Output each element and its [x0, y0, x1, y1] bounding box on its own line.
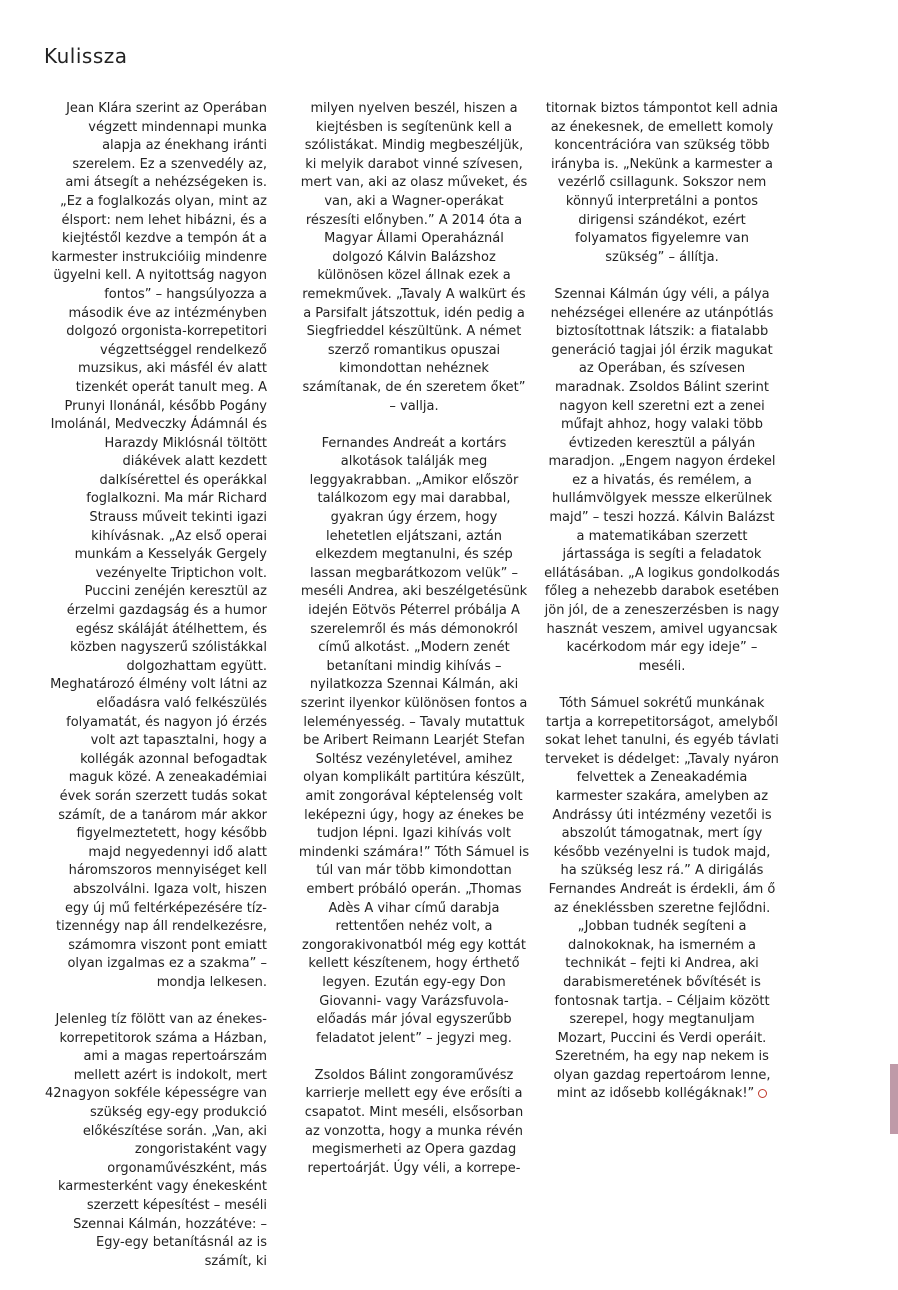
article-column-2: [298, 100, 530, 1197]
article-paragraph: Zsoldos Bálint zongoraművész karrierje mellett egy éve erősíti a csapatot. Mint meséli, elsősorban az vonzotta, hogy a munka révén megismerheti az Opera gazdag repertoárját. Úgy véli, a korrepe-: [304, 1067, 524, 1176]
article-paragraph: Szennai Kálmán úgy véli, a pálya nehézségei ellenére az utánpótlás biztosítottnak látszik: a fiatalabb generáció tagjai jól érzik magukat az Operában, és szívesen maradnak. Zsoldos Bálint szerint nagyon kell szeretni ezt a zenei műfajt ahhoz, hogy valaki több évtizeden keresztül a pályán maradjon. „Engem nagyon érdekel ez a hivatás, és remélem, a hullámvölgyek messze elkerülnek majd” – teszi hozzá. Kálvin Balázst a matematikában szerzett jártassága is segíti a feladatok ellátásában. „A logikus gondolkodás főleg a nehezebb darabok esetében jön jól, de a zeneszerzésben is nagy hasznát veszem, amivel ugyancsak kacérkodom már egy ideje” – meséli.: [544, 286, 780, 674]
article-paragraph-text: Tóth Sámuel sokrétű munkának tartja a korrepetitorságot, amelyből sokat lehet tanulni, és egyéb távlati terveket is dédelget: „Tavaly nyáron felvettek a Zeneakadémia karmester szakára, amelyben az Andrássy úti intézmény vezetői is abszolút támogatnak, mert így később vezényelni is tudok majd, ha szükség lesz rá.” A dirigálás Fernandes Andreát is érdekli, ám ő az énekléssben szeretne fejlődni. „Jobban tudnék segíteni a dalnokoknak, ha ismerném a technikát – fejti ki Andrea, aki darabismeretének bővítését is fontosnak tartja. – Céljaim között szerepel, hogy megtanuljam Mozart, Puccini és Verdi operáit. Szeretném, ha egy nap nekem is olyan gazdag repertoárom lenne, mint az idősebb kollégáknak!”: [545, 696, 779, 1102]
edge-color-bar: [890, 1064, 898, 1134]
article-paragraph: Jean Klára szerint az Operában végzett mindennapi munka alapja az énekhang iránti szerelem. Ez a szenvedély az, ami átsegít a nehézségeken is. „Ez a foglalkozás olyan, mint az élsport: nem lehet hibázni, és a kiejtéstől kezdve a tempón át a karmester instrukcióiig mindenre ügyelni kell. A nyitottság nagyon fontos” – hangsúlyozza a második éve az intézményben dolgozó orgonista-korrepetitori végzettséggel rendelkező muzsikus, aki másfél év alatt tizenkét operát tanult meg. A Prunyi Ilonánál, később Pogány Imolánál, Medveczky Ádámnál és Harazdy Miklósnál töltött diákévek alatt kezdett dalkísérettel és operákkal foglalkozni. Ma már Richard Strauss műveit tekinti igazi kihívásnak. „Az első operai munkám a Kesselyák Gergely vezényelte Triptichon volt. Puccini zenéjén keresztül az érzelmi gazdagság és a humor egész skáláját átélhettem, és közben nagyszerű szólistákkal dolgozhattam együtt. Meghatározó élmény volt látni az előadásra való felkészülés folyamatát, és nagyon jó érzés volt azt tapasztalni, hogy a kollégák azonnal befogadtak maguk közé. A zeneakadémiai évek során szerzett tudás sokat számít, de a tanárom már akkor figyelmeztetett, hogy később majd negyedennyi idő alatt háromszoros mennyiséget kell abszolválni. Igaza volt, hiszen egy új mű feltérképezésére tíz-tizennégy nap áll rendelkezésre, számomra viszont pont emiatt olyan izgalmas ez a szakma” – mondja lelkesen.: [50, 101, 267, 990]
article-paragraph: Fernandes Andreát a kortárs alkotások találják meg leggyakrabban. „Amikor először találkozom egy mai darabbal, gyakran úgy érzem, hogy lehetetlen eljátszani, aztán elkezdem megtanulni, és szép lassan megbarátkozom velük” – meséli Andrea, aki beszélgetésünk idején Eötvös Péterrel próbálja A szerelemről és más démonokról című alkotást. „Modern zenét betanítani mindig kihívás – nyilatkozza Szennai Kálmán, aki szerint ilyenkor különösen fontos a leleményesség. – Tavaly mutattuk be Aribert Reimann Learjét Stefan Soltész vezényletével, amihez olyan komplikált partitúra készült, amit zongorával képtelenség volt leképezni úgy, hogy az énekes be tudjon lépni. Igazi kihívás volt mindenki számára!” Tóth Sámuel is túl van már több kimondottan embert próbáló operán. „Thomas Adès A vihar című darabja rettentően nehéz volt, a zongorakivonatból még egy kottát kellett készítenem, hogy érthető legyen. Ezután egy-egy Don Giovanni- vagy Varázsfuvola-előadás már jóval egyszerűbb feladatot jelent” – jegyzi meg.: [298, 435, 530, 1046]
page-title: Kulissza: [44, 44, 128, 68]
article-paragraph: Jelenleg tíz fölött van az énekes-korrepetitorok száma a Házban, ami a magas repertoárszám mellett azért is indokolt, mert nagyon sokféle képességre van szükség egy-egy produkció előkészítése során. „Van, aki zongoristaként vagy orgonaművészként, más karmesterként vagy énekesként szerzett képesítést – meséli Szennai Kálmán, hozzátéve: – Egy-egy betanításnál az is számít, ki: [55, 1012, 267, 1269]
end-of-article-icon: [758, 1089, 767, 1098]
article-column-1: [47, 100, 267, 1290]
page-number: 42: [45, 1086, 62, 1101]
article-paragraph: titornak biztos támpontot kell adnia az énekesnek, de emellett komoly koncentrációra van szükség több irányba is. „Nekünk a karmester a vezérlő csillagunk. Sokszor nem könnyű interpretálni a pontos dirigensi szándékot, ezért folyamatos figyelemre van szükség” – állítja.: [545, 101, 779, 265]
article-paragraph-last: [544, 695, 780, 1104]
article-column-3: [544, 100, 780, 1123]
article-paragraph: milyen nyelven beszél, hiszen a kiejtésben is segítenünk kell a szólistákat. Mindig megbeszéljük, ki melyik darabot vinné szívesen, mert van, aki az olasz műveket, és van, aki a Wagner-operákat részesíti előnyben.” A 2014 óta a Magyar Állami Operaháznál dolgozó Kálvin Balázshoz különösen közel állnak ezek a remekművek. „Tavaly A walkürt és a Parsifalt játszottuk, idén pedig a Siegfrieddel készültünk. A német szerző romantikus opuszai kimondottan nehéznek számítanak, de én szeretem őket” – vallja.: [300, 101, 528, 414]
